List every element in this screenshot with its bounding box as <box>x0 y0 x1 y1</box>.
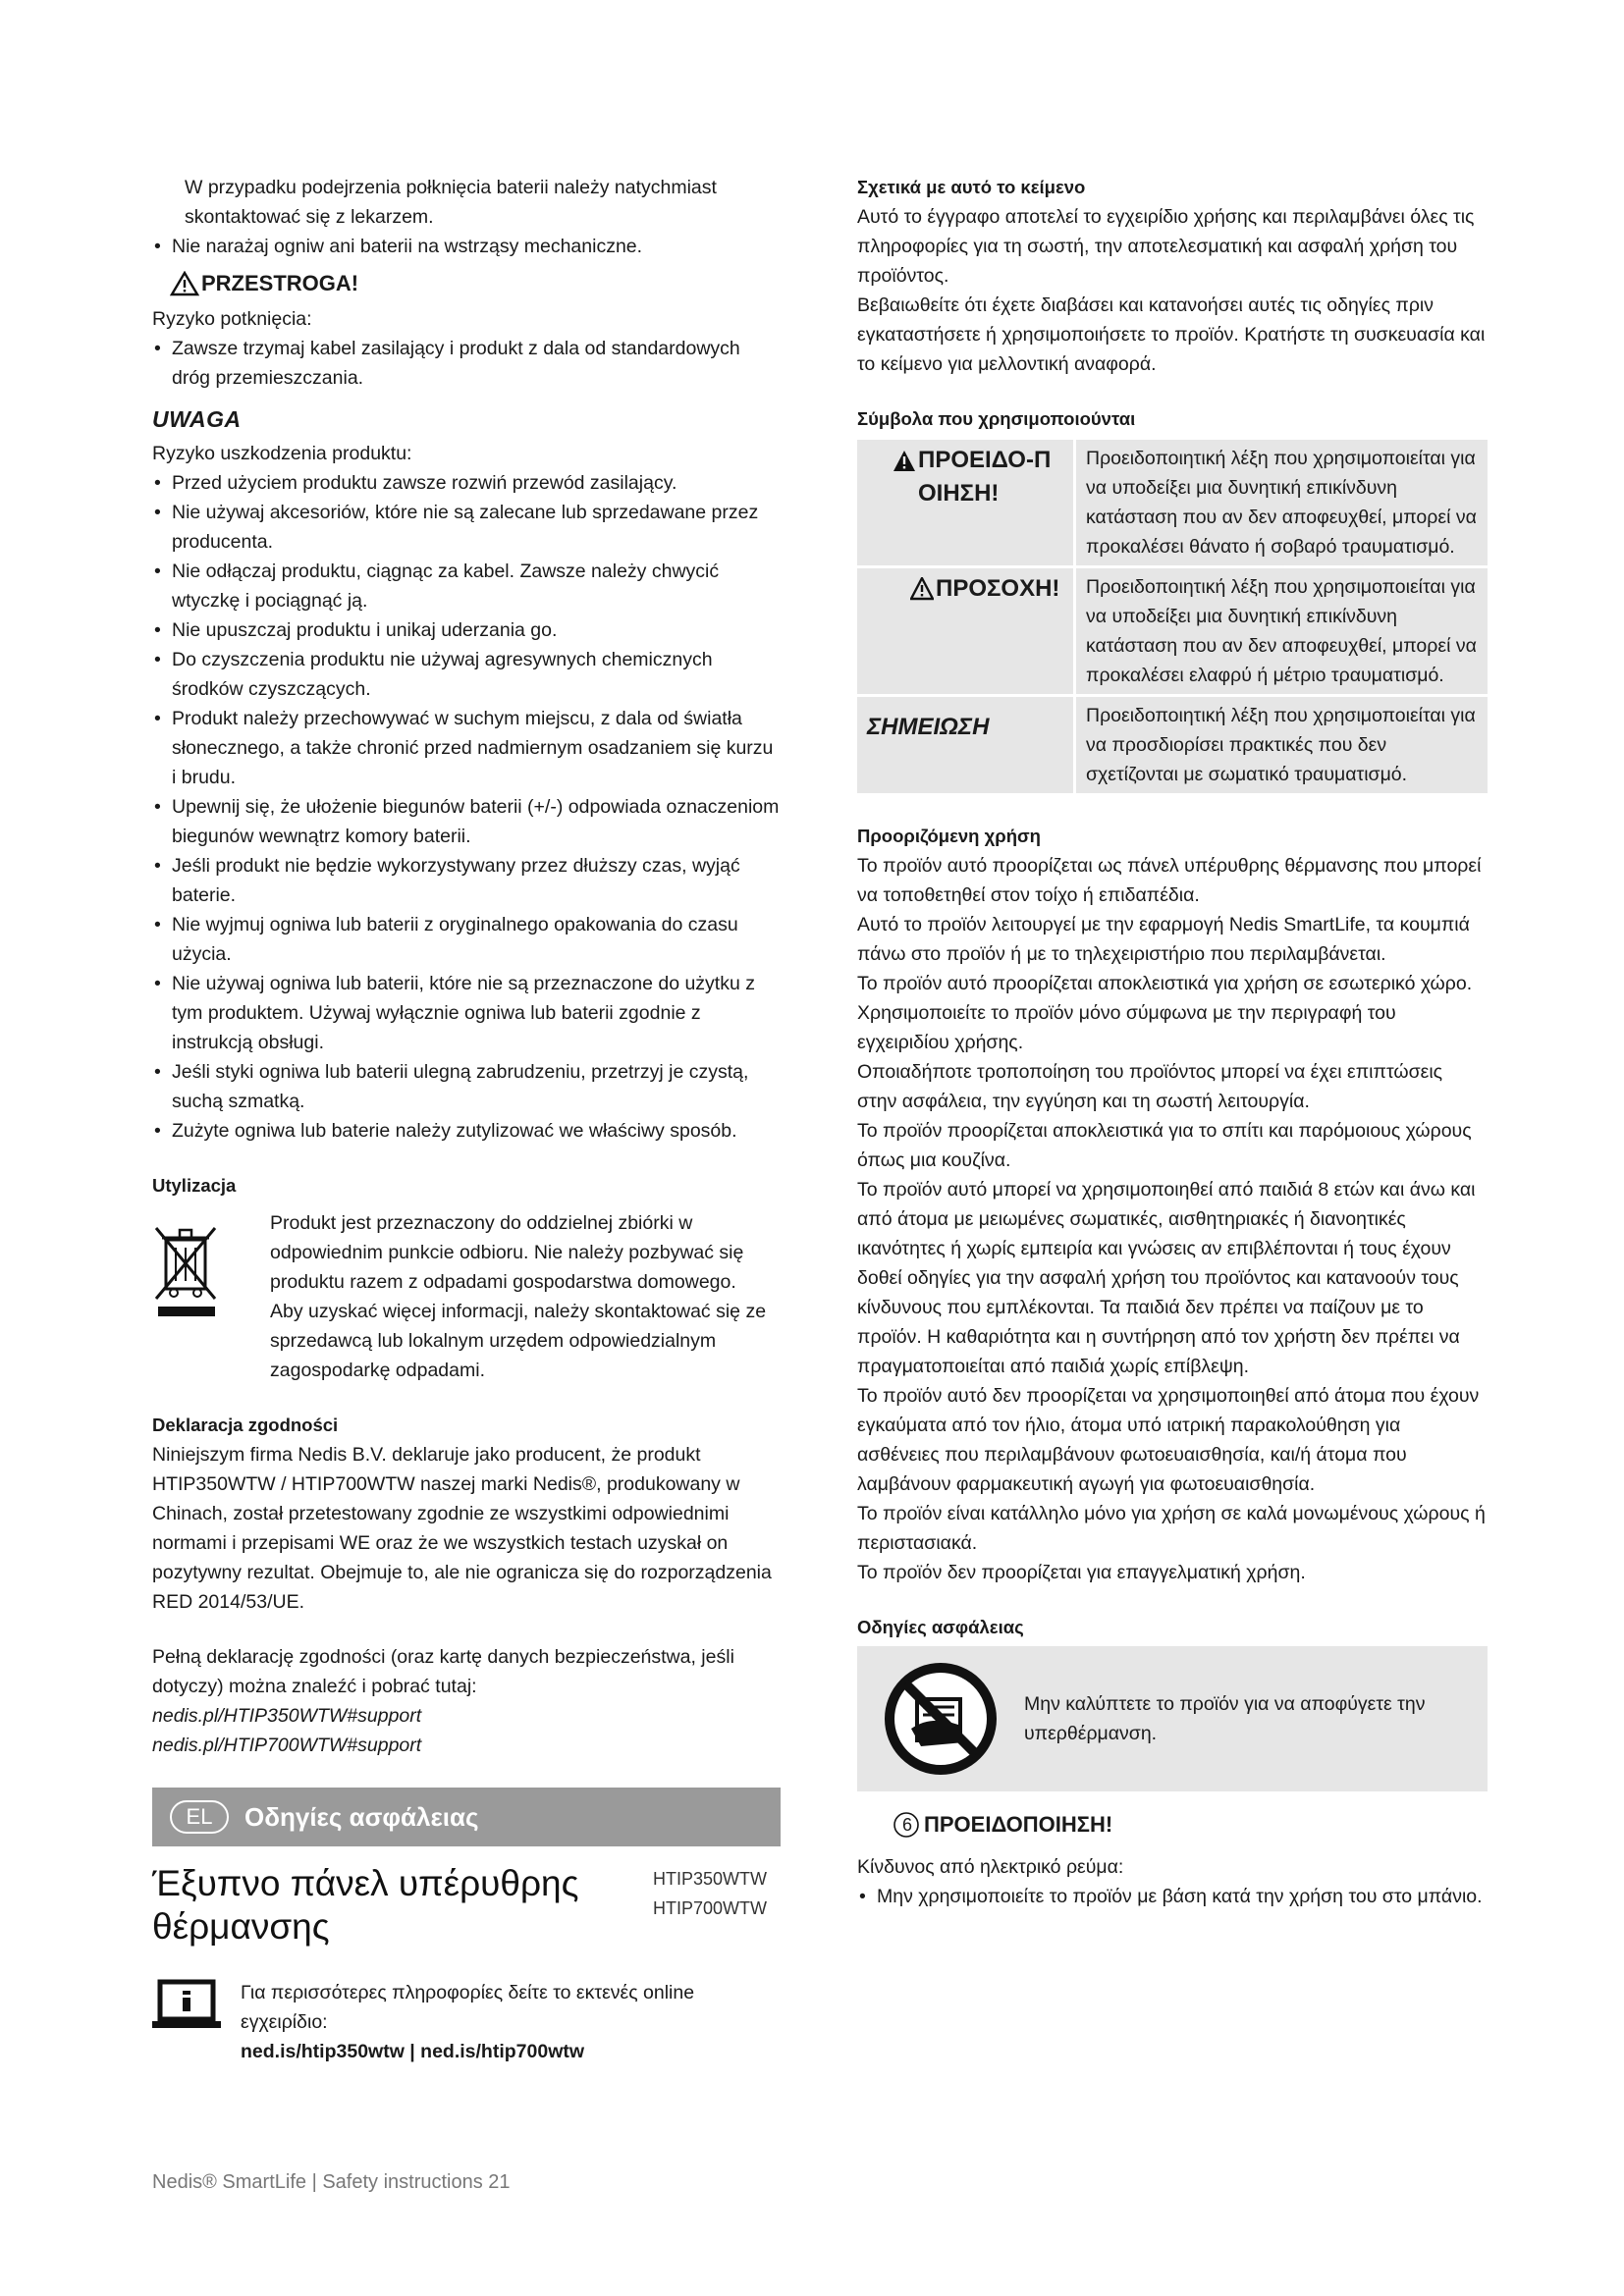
support-link[interactable]: nedis.pl/HTIP700WTW#support <box>152 1735 422 1756</box>
list-item: • Jeśli produkt nie będzie wykorzystywany przez dłuższy czas, wyjąć baterie. <box>152 851 781 910</box>
page-footer: Nedis® SmartLife | Safety instructions 21 <box>152 2171 511 2193</box>
declaration-heading: Deklaracja zgodności <box>152 1415 339 1435</box>
trip-risk: Ryzyko potknięcia: <box>152 308 312 330</box>
list-item: • Przed użyciem produktu zawsze rozwiń przewód zasilający. <box>152 468 781 498</box>
intended-use-heading: Προοριζόμενη χρήση <box>857 826 1041 846</box>
bullet-list <box>152 232 781 261</box>
intended-use-text: Το προϊόν αυτό δεν προορίζεται να χρησιμοποιηθεί από άτομα που έχουν εγκαύματα από τον ήλιο, άτομα υπό ιατρική παρακολούθηση για ασθένειες που περιλαμβάνουν φωτοευαισθησία, και/ή άτομα που λαμβάνουν φαρμακευτική αγωγή για φωτοευαισθησία. <box>857 1385 1480 1495</box>
shock-risk: Κίνδυνος από ηλεκτρικό ρεύμα: <box>857 1856 1124 1878</box>
list-item: • Nie używaj ogniwa lub baterii, które nie są przeznaczone do użytku z tym produktem. Używaj wyłącznie ogniwa lub baterii zgodnie z instrukcją obsługi. <box>152 969 781 1057</box>
intended-use-text: Το προϊόν είναι κατάλληλο μόνο για χρήση σε καλά μονωμένους χώρους ή περιστασιακά. <box>857 1503 1486 1554</box>
language-section-title: Οδηγίες ασφάλειας <box>244 1801 479 1832</box>
disposal-block <box>152 1202 781 1385</box>
intended-use-text: Αυτό το προϊόν λειτουργεί με την εφαρμογή Nedis SmartLife, τα κουμπιά πάνω στο προϊόν ή με το τηλεχειριστήριο που περιλαμβάνεται. <box>857 914 1470 965</box>
intended-use-text: Το προϊόν αυτό προορίζεται αποκλειστικά για χρήση σε εσωτερικό χώρο. <box>857 973 1473 994</box>
intended-use-text: Χρησιμοποιείτε το προϊόν μόνο σύμφωνα με την περιγραφή του εγχειριδίου χρήσης. <box>857 1002 1396 1053</box>
about-text: Βεβαιωθείτε ότι έχετε διαβάσει και κατανοήσει αυτές τις οδηγίες πριν εγκαταστήσετε ή χρησιμοποιήσετε το προϊόν. Κρατήστε τη συσκευασία και το κείμενο για μελλοντική αναφορά. <box>857 294 1486 375</box>
symbol-label: ΠΡΟΣΟΧΗ! <box>857 567 1075 696</box>
laptop-info-icon <box>152 1978 221 2031</box>
full-declaration-text: Pełną deklarację zgodności (oraz kartę danych bezpieczeństwa, jeśli dotyczy) można znaleźć i pobrać tutaj: <box>152 1646 734 1697</box>
about-text: Αυτό το έγγραφο αποτελεί το εγχειρίδιο χρήσης και περιλαμβάνει όλες τις πληροφορίες για τη σωστή, την αποτελεσματική και ασφαλή χρήση του προϊόντος. <box>857 206 1475 287</box>
caution-triangle-icon <box>910 577 934 601</box>
model-number: HTIP700WTW <box>653 1898 768 1918</box>
right-column <box>857 173 1486 1911</box>
language-badge: EL <box>170 1800 229 1834</box>
bullet-list <box>152 334 781 393</box>
intended-use-text: Το προϊόν προορίζεται αποκλειστικά για το σπίτι και παρόμοιους χώρους όπως μια κουζίνα. <box>857 1120 1472 1171</box>
model-number: HTIP350WTW <box>653 1869 768 1889</box>
list-item: • Μην χρησιμοποιείτε το προϊόν με βάση κατά την χρήση του στο μπάνιο. <box>857 1882 1486 1911</box>
uwaga-heading: UWAGA <box>152 406 242 432</box>
disposal-heading: Utylizacja <box>152 1175 237 1196</box>
list-item: • Zawsze trzymaj kabel zasilający i produkt z dala od standardowych dróg przemieszczania. <box>152 334 781 393</box>
intended-use-text: Το προϊόν αυτό μπορεί να χρησιμοποιηθεί από παιδιά 8 ετών και άνω και από άτομα με μειωμένες σωματικές, αισθητηριακές ή διανοητικές ικανότητες ή χωρίς εμπειρία και γνώσεις αν επιβλέπονται ή τους έχουν δοθεί οδηγίες για την ασφαλή χρήση του προϊόντος και κατανοούν τους κίνδυνους που εμπλέκονται. Τα παιδιά δεν πρέπει να παίζουν με το προϊόν. Η καθαριότητα και η συντήρηση από τον χρήστη δεν πρέπει να πραγματοποιείται από παιδιά χωρίς επίβλεψη. <box>857 1179 1476 1377</box>
model-numbers <box>653 1862 781 1949</box>
intended-use-text: Οποιαδήποτε τροποποίηση του προϊόντος μπορεί να έχει επιπτώσεις στην ασφάλεια, την εγγύηση και τη σωστή λειτουργία. <box>857 1061 1443 1112</box>
list-item: • Nie wyjmuj ogniwa lub baterii z oryginalnego opakowania do czasu użycia. <box>152 910 781 969</box>
warning-triangle-icon <box>893 450 916 473</box>
symbol-label: ΣΗΜΕΙΩΣΗ <box>857 696 1075 795</box>
warning-triangle-icon <box>170 271 199 296</box>
list-item: • Zużyte ogniwa lub baterie należy zutylizować we właściwy sposób. <box>152 1116 781 1146</box>
damage-risk: Ryzyko uszkodzenia produktu: <box>152 443 412 464</box>
table-row <box>857 696 1488 795</box>
warning-6-heading: 6 ΠΡΟΕΙΔΟΠΟΙΗΣΗ! <box>893 1811 1486 1839</box>
symbols-heading: Σύμβολα που χρησιμοποιούνται <box>857 408 1136 429</box>
product-name: Έξυπνο πάνελ υπέρυθρης θέρμανσης <box>152 1863 579 1947</box>
about-heading: Σχετικά με αυτό το κείμενο <box>857 177 1086 197</box>
product-header <box>152 1862 781 1949</box>
table-row <box>857 440 1488 567</box>
crossed-bin-icon <box>152 1222 221 1320</box>
list-item: • Do czyszczenia produktu nie używaj agresywnych chemicznych środków czyszczących. <box>152 645 781 704</box>
intended-use-text: Το προϊόν αυτό προορίζεται ως πάνελ υπέρυθρης θέρμανσης που μπορεί να τοποθετηθεί στον τοίχο ή επιδαπέδια. <box>857 855 1482 906</box>
do-not-cover-icon <box>882 1660 1000 1778</box>
support-link[interactable]: nedis.pl/HTIP350WTW#support <box>152 1705 422 1727</box>
symbols-table <box>857 440 1488 796</box>
bullet-list <box>857 1882 1486 1911</box>
list-item: • Nie odłączaj produktu, ciągnąc za kabel. Zawsze należy chwycić wtyczkę i pociągnąć ją. <box>152 557 781 615</box>
online-manual-text: Για περισσότερες πληροφορίες δείτε το εκτενές online εγχειρίδιο: <box>241 1982 695 2033</box>
intended-use-text: Το προϊόν δεν προορίζεται για επαγγελματική χρήση. <box>857 1562 1306 1583</box>
no-cover-text: Μην καλύπτετε το προϊόν για να αποφύγετε την υπερθέρμανση. <box>1024 1693 1426 1744</box>
list-item: • Nie upuszczaj produktu i unikaj uderzania go. <box>152 615 781 645</box>
symbol-label: ΠΡΟΕΙΔΟ-ΠΟΙΗΣΗ! <box>857 440 1075 567</box>
table-row <box>857 567 1488 696</box>
intro-text: W przypadku podejrzenia połknięcia baterii należy natychmiast skontaktować się z lekarzem. <box>185 177 717 228</box>
safety-heading: Οδηγίες ασφάλειας <box>857 1617 1024 1637</box>
list-item: • Upewnij się, że ułożenie biegunów baterii (+/-) odpowiada oznaczeniom biegunów wewnątrz komory baterii. <box>152 792 781 851</box>
symbol-description: Προειδοποιητική λέξη που χρησιμοποιείται για να υποδείξει μια δυνητική επικίνδυνη κατάσταση που αν δεν αποφευχθεί, μπορεί να προκαλέσει θάνατο ή σοβαρό τραυματισμό. <box>1075 440 1489 567</box>
disposal-text: Produkt jest przeznaczony do oddzielnej zbiórki w odpowiednim punkcie odbioru. Nie należy pozbywać się produktu razem z odpadami gospodarstwa domowego. <box>270 1212 744 1293</box>
damage-bullet-list <box>152 468 781 1146</box>
disposal-text: Aby uzyskać więcej informacji, należy skontaktować się ze sprzedawcą lub lokalnym urzędem odpowiedzialnym zagospodarkę odpadami. <box>270 1301 767 1381</box>
no-cover-block <box>857 1646 1488 1791</box>
list-item: • Nie używaj akcesoriów, które nie są zalecane lub sprzedawane przez producenta. <box>152 498 781 557</box>
list-item: • Jeśli styki ogniwa lub baterii ulegną zabrudzeniu, przetrzyj je czystą, suchą szmatką. <box>152 1057 781 1116</box>
caution-heading: PRZESTROGA! <box>170 271 781 296</box>
list-item: • Nie narażaj ogniw ani baterii na wstrząsy mechaniczne. <box>152 232 781 261</box>
symbol-description: Προειδοποιητική λέξη που χρησιμοποιείται για να υποδείξει μια δυνητική επικίνδυνη κατάσταση που αν δεν αποφευχθεί, μπορεί να προκαλέσει ελαφρύ ή μέτριο τραυματισμό. <box>1075 567 1489 696</box>
online-manual-links[interactable]: ned.is/htip350wtw | ned.is/htip700wtw <box>241 2041 585 2062</box>
left-column <box>152 173 781 2066</box>
language-section-bar <box>152 1788 781 1846</box>
declaration-text: Niniejszym firma Nedis B.V. deklaruje jako producent, że produkt HTIP350WTW / HTIP700WTW naszej marki Nedis®, produkowany w Chinach, został przetestowany zgodnie ze wszystkimi odpowiednimi normami i przepisami WE oraz że we wszystkich testach uzyskał on pozytywny rezultat. Obejmuje to, ale nie ogranicza się do rozporządzenia RED 2014/53/UE. <box>152 1444 772 1613</box>
online-manual-block <box>152 1978 781 2066</box>
symbol-description: Προειδοποιητική λέξη που χρησιμοποιείται για να προσδιορίσει πρακτικές που δεν σχετίζονται με σωματικό τραυματισμό. <box>1075 696 1489 795</box>
list-item: • Produkt należy przechowywać w suchym miejscu, z dala od światła słonecznego, a także chronić przed nadmiernym osadzaniem się kurzu i brudu. <box>152 704 781 792</box>
